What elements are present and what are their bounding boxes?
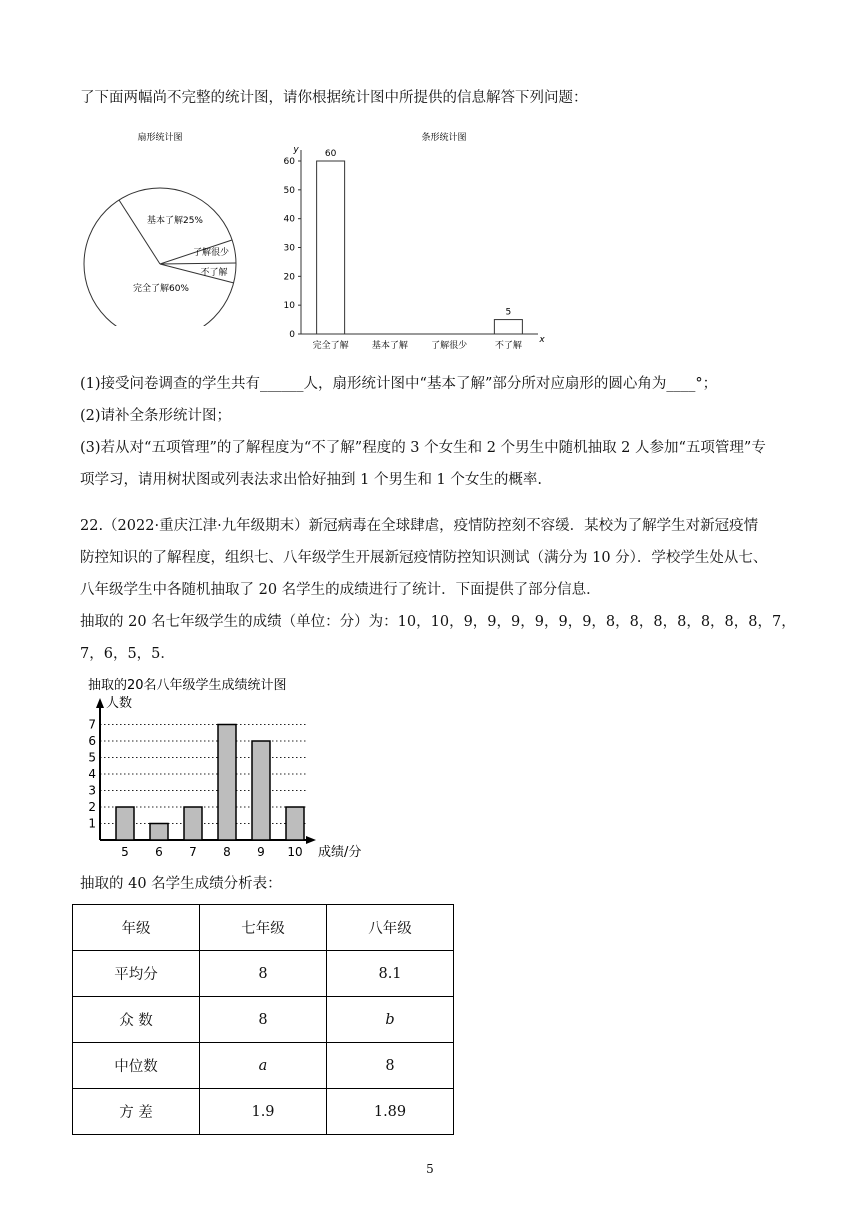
problem-22-line-3: 八年级学生中各随机抽取了 20 名学生的成绩进行了统计．下面提供了部分信息．	[80, 582, 601, 598]
x-tick-label: 完全了解	[312, 341, 349, 351]
bar	[184, 807, 202, 840]
y-tick-label: 7	[88, 717, 96, 732]
pie-label-none: 不了解	[200, 268, 228, 278]
y-axis-label: y	[293, 145, 299, 155]
x-tick-label: 10	[287, 845, 303, 859]
x-tick-label: 9	[257, 845, 265, 859]
problem-22-line-4: 抽取的 20 名七年级学生的成绩（单位：分）为：10，10，9，9，9，9，9，9，8，8，8，8，8，8，8，7，	[80, 614, 796, 630]
y-tick-label: 6	[88, 734, 96, 748]
y-tick-label: 50	[283, 185, 295, 196]
table-caption: 抽取的 40 名学生成绩分析表：	[80, 876, 282, 892]
pie-label-basic: 基本了解25%	[146, 216, 204, 226]
y-axis-label: 人数	[106, 696, 133, 711]
pie-label-little: 了解很少	[192, 248, 230, 258]
x-axis-arrow	[306, 836, 316, 844]
bar-chart-title: 条形统计图	[421, 133, 467, 143]
table-cell: 8	[327, 1043, 454, 1089]
table-cell: 8	[200, 997, 327, 1043]
intro-line: 了下面两幅尚不完整的统计图，请你根据统计图中所提供的信息解答下列问题：	[80, 90, 588, 106]
y-tick-label: 20	[283, 272, 295, 283]
bar-chart-title: 抽取的20名八年级学生成绩统计图	[88, 678, 287, 693]
x-tick-label: 基本了解	[371, 341, 408, 351]
bar-chart-grade8-scores	[84, 672, 374, 864]
table-row	[73, 951, 454, 997]
table-cell: 中位数	[73, 1043, 200, 1089]
bar-value-label: 60	[324, 149, 337, 159]
pie-label-full: 完全了解60%	[132, 284, 190, 294]
y-axis-arrow	[96, 698, 104, 708]
table-cell: 方 差	[73, 1089, 200, 1135]
table-header-cell: 年级	[73, 905, 200, 951]
table-cell: 1.89	[327, 1089, 454, 1135]
analysis-table	[72, 904, 454, 1135]
y-tick-label: 40	[283, 214, 295, 225]
y-tick-label: 10	[283, 301, 295, 312]
table-header-cell: 七年级	[200, 905, 327, 951]
table-row	[73, 997, 454, 1043]
y-tick-label: 2	[88, 800, 96, 814]
table-cell: 1.9	[200, 1089, 327, 1135]
bar	[252, 741, 270, 840]
table-cell: a	[200, 1043, 327, 1089]
bar	[286, 807, 304, 840]
question-3-line-2: 项学习，请用树状图或列表法求出恰好抽到 1 个男生和 1 个女生的概率.	[80, 472, 542, 488]
y-tick-label: 60	[283, 157, 295, 167]
question-1: (1)接受问卷调查的学生共有______人，扇形统计图中“基本了解”部分所对应扇形的圆心角为____°；	[80, 376, 718, 392]
x-tick-label: 了解很少	[431, 341, 468, 351]
page-number: 5	[426, 1162, 434, 1176]
x-tick-label: 8	[223, 845, 231, 859]
question-2: (2)请补全条形统计图；	[80, 408, 232, 424]
x-tick-label: 7	[189, 845, 197, 859]
problem-22-line-5: 7，6，5，5．	[80, 646, 175, 662]
bar	[116, 807, 134, 840]
bar	[150, 824, 168, 841]
y-tick-label: 30	[283, 243, 295, 254]
table-cell: 8	[200, 951, 327, 997]
table-cell: b	[327, 997, 454, 1043]
pie-chart-title: 扇形统计图	[137, 133, 183, 143]
x-axis-label: x	[539, 335, 545, 345]
y-tick-label: 4	[88, 767, 96, 781]
table-header-cell: 八年级	[327, 905, 454, 951]
x-tick-label: 6	[155, 845, 163, 859]
bar-chart-understanding	[280, 126, 560, 356]
bar	[317, 161, 345, 334]
pie-chart	[80, 126, 250, 326]
table-cell: 众 数	[73, 997, 200, 1043]
bar	[494, 320, 522, 334]
x-tick-label: 不了解	[494, 341, 522, 351]
table-cell: 8.1	[327, 951, 454, 997]
problem-22-line-2: 防控知识的了解程度，组织七、八年级学生开展新冠疫情防控知识测试（满分为 10 分）．学校学生处从七、	[80, 550, 768, 566]
table-row	[73, 1089, 454, 1135]
table-row	[73, 1043, 454, 1089]
problem-22-line-1: 22.（2022·重庆江津·九年级期末）新冠病毒在全球肆虐，疫情防控刻不容缓．某校为了解学生对新冠疫情	[80, 518, 759, 534]
table-header-row	[73, 905, 454, 951]
x-axis-label: 成绩/分	[318, 845, 362, 860]
bar-value-label: 5	[505, 307, 512, 318]
y-tick-label: 0	[289, 330, 295, 340]
y-tick-label: 3	[88, 783, 96, 798]
x-tick-label: 5	[121, 845, 129, 859]
bar	[218, 725, 236, 841]
y-tick-label: 1	[88, 816, 96, 831]
table-cell: 平均分	[73, 951, 200, 997]
question-3-line-1: (3)若从对“五项管理”的了解程度为“不了解”程度的 3 个女生和 2 个男生中随机抽取 2 人参加“五项管理”专	[80, 440, 766, 456]
y-tick-label: 5	[88, 750, 96, 765]
